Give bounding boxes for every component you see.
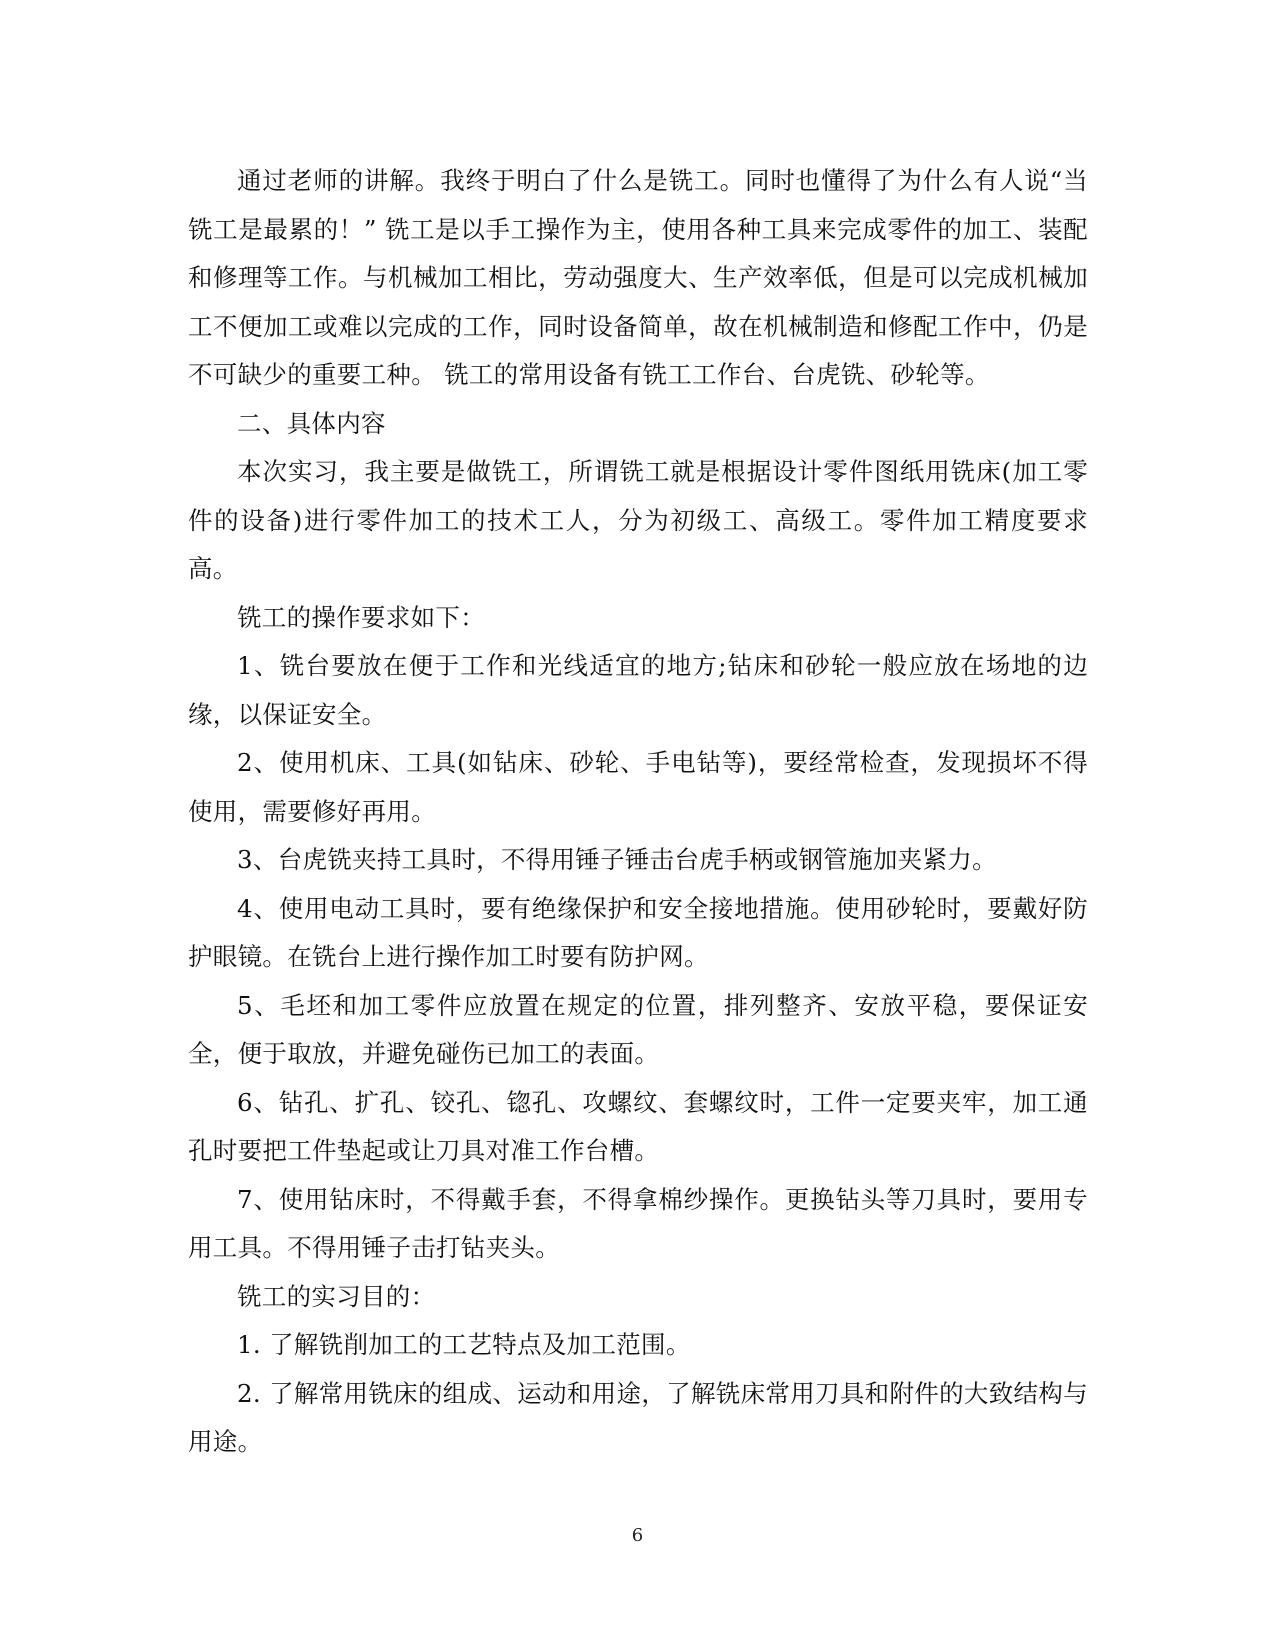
requirement-item-1: 1、铣台要放在便于工作和光线适宜的地方;钻床和砂轮一般应放在场地的边缘，以保证安全。 — [188, 651, 1088, 729]
purpose-item-1: 1. 了解铣削加工的工艺特点及加工范围。 — [237, 1330, 691, 1359]
requirement-item-2: 2、使用机床、工具(如钻床、砂轮、手电钻等)，要经常检查，发现损坏不得使用，需要修好再用。 — [188, 748, 1088, 826]
paragraph-intro: 通过老师的讲解。我终于明白了什么是铣工。同时也懂得了为什么有人说“当铣工是最累的！” 铣工是以手工操作为主，使用各种工具来完成零件的加工、装配和修理等工作。与机械加工相比，劳动强度大、生产效率低，但是可以完成机械加工不便加工或难以完成的工作，同时设备简单，故在机械制造和修配工作中，仍是不可缺少的重要工种。 铣工的常用设备有铣工工作台、台虎铣、砂轮等。 — [188, 166, 1088, 389]
requirement-item-3: 3、台虎铣夹持工具时，不得用锤子锤击台虎手柄或钢管施加夹紧力。 — [237, 845, 997, 874]
purpose-item-2: 2. 了解常用铣床的组成、运动和用途，了解铣床常用刀具和附件的大致结构与用途。 — [188, 1378, 1088, 1456]
page-number: 6 — [631, 1525, 644, 1546]
purpose-heading: 铣工的实习目的： — [237, 1281, 436, 1311]
requirement-item-7: 7、使用钻床时，不得戴手套，不得拿棉纱操作。更换钻头等刀具时，要用专用工具。不得用锤子击打钻夹头。 — [188, 1184, 1088, 1262]
body-text — [188, 157, 1088, 1467]
requirement-item-5: 5、毛坯和加工零件应放置在规定的位置，排列整齐、安放平稳，要保证安全，便于取放，并避免碰伤已加工的表面。 — [188, 990, 1088, 1068]
paragraph-internship: 本次实习，我主要是做铣工，所谓铣工就是根据设计零件图纸用铣床(加工零件的设备)进行零件加工的技术工人，分为初级工、高级工。零件加工精度要求高。 — [188, 457, 1088, 583]
section-heading: 二、具体内容 — [237, 408, 386, 438]
requirement-item-4: 4、使用电动工具时，要有绝缘保护和安全接地措施。使用砂轮时，要戴好防护眼镜。在铣台上进行操作加工时要有防护网。 — [188, 893, 1088, 971]
requirement-item-6: 6、钻孔、扩孔、铰孔、锪孔、攻螺纹、套螺纹时，工件一定要夹牢，加工通孔时要把工件垫起或让刀具对准工作台槽。 — [188, 1087, 1088, 1165]
operation-requirements-heading: 铣工的操作要求如下： — [237, 602, 485, 632]
